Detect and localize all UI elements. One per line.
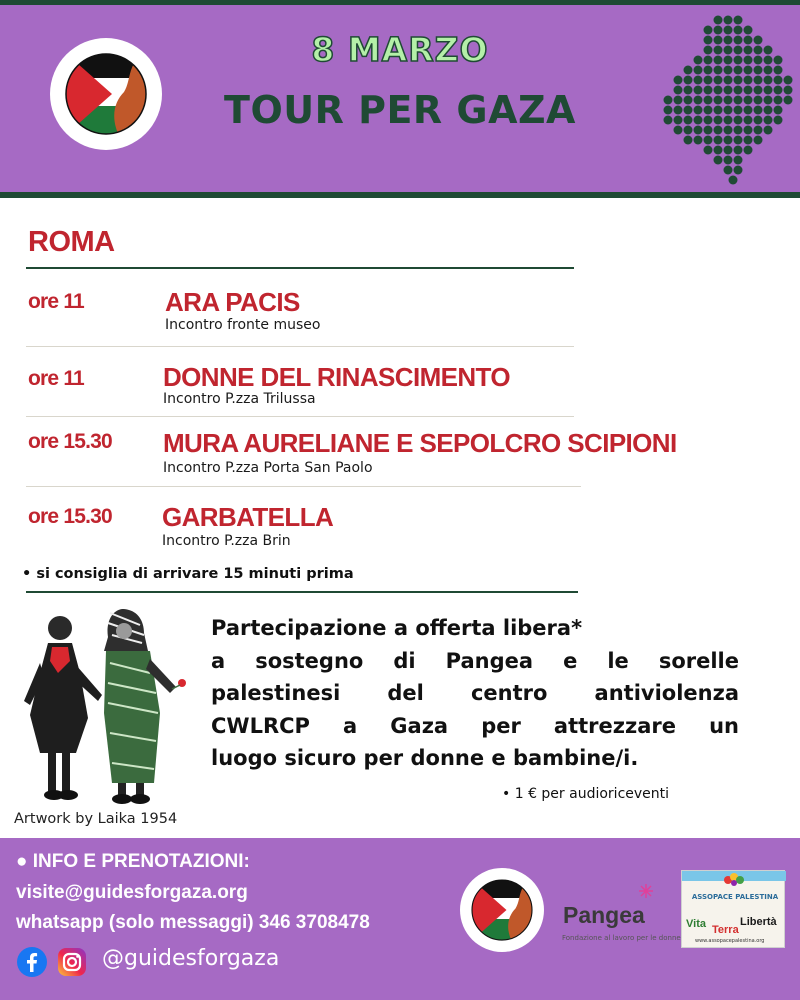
description-line: a sostegno di Pangea e le sorelle [211, 648, 739, 673]
pangea-name: Pangea [563, 902, 645, 928]
event-title: MURA AURELIANE E SEPOLCRO SCIPIONI [163, 428, 677, 458]
guides-for-gaza-logo [50, 38, 162, 150]
event-title: ARA PACIS [165, 287, 300, 317]
event-time: ore 11 [28, 290, 84, 313]
assopace-vita: Vita [686, 918, 706, 930]
assopace-logo [681, 870, 785, 948]
assopace-liberta: Libertà [740, 916, 777, 928]
event-title: GARBATELLA [162, 502, 334, 532]
event-title: DONNE DEL RINASCIMENTO [163, 362, 510, 392]
assopace-terra: Terra [712, 924, 739, 936]
event-time: ore 15.30 [28, 430, 112, 453]
social-handle[interactable]: @guidesforgaza [102, 946, 280, 971]
assopace-name: ASSOPACE PALESTINA [691, 893, 779, 901]
event-divider [26, 346, 574, 347]
artwork-credit: Artwork by Laika 1954 [14, 811, 178, 827]
header-title: TOUR PER GAZA [224, 88, 576, 132]
whatsapp-contact[interactable]: whatsapp (solo messaggi) 346 3708478 [16, 912, 370, 933]
header-date: 8 MARZO [311, 30, 489, 69]
event-time: ore 15.30 [28, 505, 112, 528]
event-divider [26, 416, 574, 417]
city-heading: ROMA [28, 226, 115, 258]
instagram-icon[interactable] [56, 946, 88, 978]
description-line: Partecipazione a offerta libera* [211, 616, 583, 640]
program-divider [26, 591, 578, 593]
pangea-tagline: Fondazione al lavoro per le donne [562, 934, 681, 942]
event-meeting-point: Incontro fronte museo [165, 317, 321, 333]
event-meeting-point: Incontro P.zza Trilussa [163, 391, 316, 407]
description-line: luogo sicuro per donne e bambine/i. [211, 746, 639, 771]
city-divider [26, 267, 574, 269]
event-meeting-point: Incontro P.zza Porta San Paolo [163, 460, 373, 476]
price-note: • 1 € per audioriceventi [502, 786, 670, 802]
gaza-dot-map-icon [660, 12, 800, 190]
info-title: ● INFO E PRENOTAZIONI: [16, 851, 250, 872]
description-line: palestinesi del centro antiviolenza [211, 681, 739, 706]
event-divider [26, 486, 581, 487]
participation-description [211, 612, 739, 775]
facebook-icon[interactable] [16, 946, 48, 978]
assopace-url: www.assopacepalestina.org [695, 938, 765, 944]
description-line: CWLRCP a Gaza per attrezzare un [211, 713, 739, 738]
event-meeting-point: Incontro P.zza Brin [162, 533, 291, 549]
guides-for-gaza-logo-small [460, 868, 544, 952]
two-women-artwork [10, 603, 190, 808]
event-time: ore 11 [28, 367, 84, 390]
arrival-note: • si consiglia di arrivare 15 minuti prima [22, 566, 354, 582]
email-link[interactable]: visite@guidesforgaza.org [16, 882, 248, 903]
